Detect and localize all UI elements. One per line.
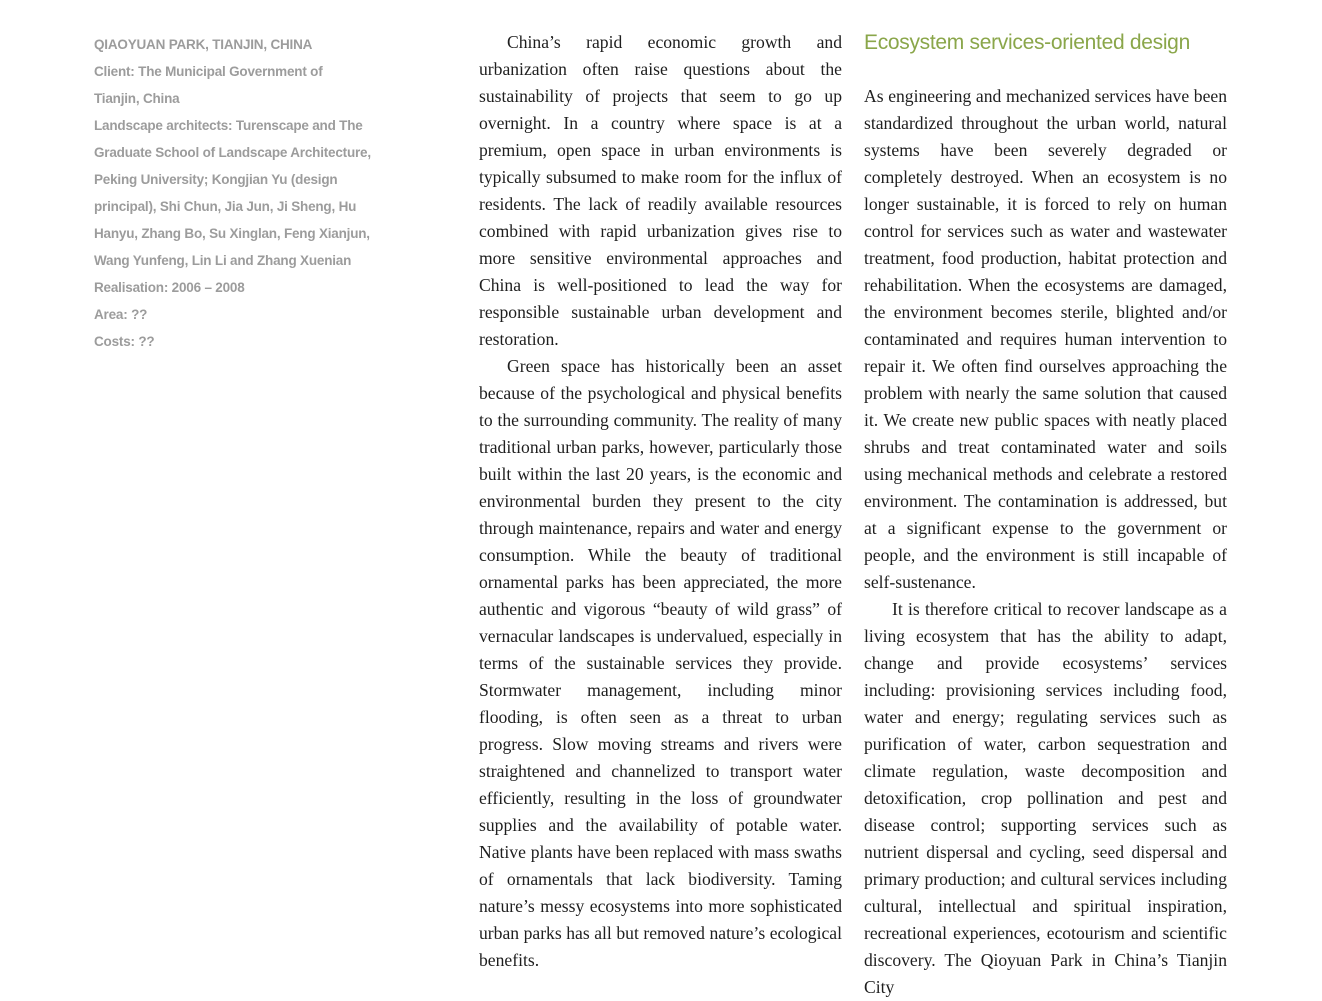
project-client-line-2: Tianjin, China [94,91,180,106]
project-title: QIAOYUAN PARK, TIANJIN, CHINA [94,37,313,52]
body-paragraph: China’s rapid economic growth and urbanization often raise questions about the sustainability of projects that seem to go up overnight. In a country where space is at a premium, open space in urban environments is typically subsumed to make room for the influx of residents. The lack of readily available resources combined with rapid urbanization gives rise to more sensitive environmental approaches and China is well-positioned to lead the way for responsible sustainable urban development and restoration. [479,32,842,349]
project-architects-line-2: Graduate School of Landscape Architecture, [94,145,371,160]
section-heading: Ecosystem services-oriented design [864,31,1190,54]
project-client-line-1: Client: The Municipal Government of [94,64,323,79]
project-architects-line-1: Landscape architects: Turenscape and The [94,118,363,133]
project-architects-line-6: Wang Yunfeng, Lin Li and Zhang Xuenian [94,253,352,268]
project-costs: Costs: ?? [94,334,155,349]
body-column-right [864,29,1227,1001]
project-area: Area: ?? [94,307,148,322]
project-info [94,31,384,355]
body-paragraph: It is therefore critical to recover landscape as a living ecosystem that has the ability to adapt, change and provide ecosystems’ services including: provisioning services including food, water and energy; regulating services such as purification of water, carbon sequestration and climate regulation, waste decomposition and detoxification, crop pollination and pest and disease control; supporting services such as nutrient dispersal and cycling, seed dispersal and primary production; and cultural services including cultural, intellectual and spiritual inspiration, recreational experiences, ecotourism and scientific discovery. The Qioyuan Park in China’s Tianjin City [864,599,1227,997]
project-architects-line-4: principal), Shi Chun, Jia Jun, Ji Sheng, Hu [94,199,357,214]
body-paragraph: As engineering and mechanized services have been standardized throughout the urban world, natural systems have been severely degraded or completely destroyed. When an ecosystem is no longer sustainable, it is forced to rely on human control for services such as water and wastewater treatment, food production, habitat protection and rehabilitation. When the ecosystems are damaged, the environment becomes sterile, blighted and/or contaminated and requires human intervention to repair it. We often find ourselves approaching the problem with nearly the same solution that caused it. We create new public spaces with neatly placed shrubs and treat contaminated water and soils using mechanical methods and celebrate a restored environment. The contamination is addressed, but at a significant expense to the government or people, and the environment is still incapable of self-sustenance. [864,86,1227,592]
project-architects-line-5: Hanyu, Zhang Bo, Su Xinglan, Feng Xianjun, [94,226,370,241]
body-paragraph: Green space has historically been an asset because of the psychological and physical benefits to the surrounding community. The reality of many traditional urban parks, however, particularly those built within the last 20 years, is the economic and environmental burden they present to the city through maintenance, repairs and water and energy consumption. While the beauty of traditional ornamental parks has been appreciated, the more authentic and vigorous “beauty of wild grass” of vernacular landscapes is undervalued, especially in terms of the sustainable services they provide. Stormwater management, including minor flooding, is often seen as a threat to urban progress. Slow moving streams and rivers were straightened and channelized to transport water efficiently, resulting in the loss of groundwater supplies and the availability of potable water. Native plants have been replaced with mass swaths of ornamentals that lack biodiversity. Taming nature’s messy ecosystems into more sophisticated urban parks has all but removed nature’s ecological benefits. [479,356,842,970]
body-column-left [479,29,842,974]
project-architects-line-3: Peking University; Kongjian Yu (design [94,172,338,187]
project-realisation: Realisation: 2006 – 2008 [94,280,245,295]
